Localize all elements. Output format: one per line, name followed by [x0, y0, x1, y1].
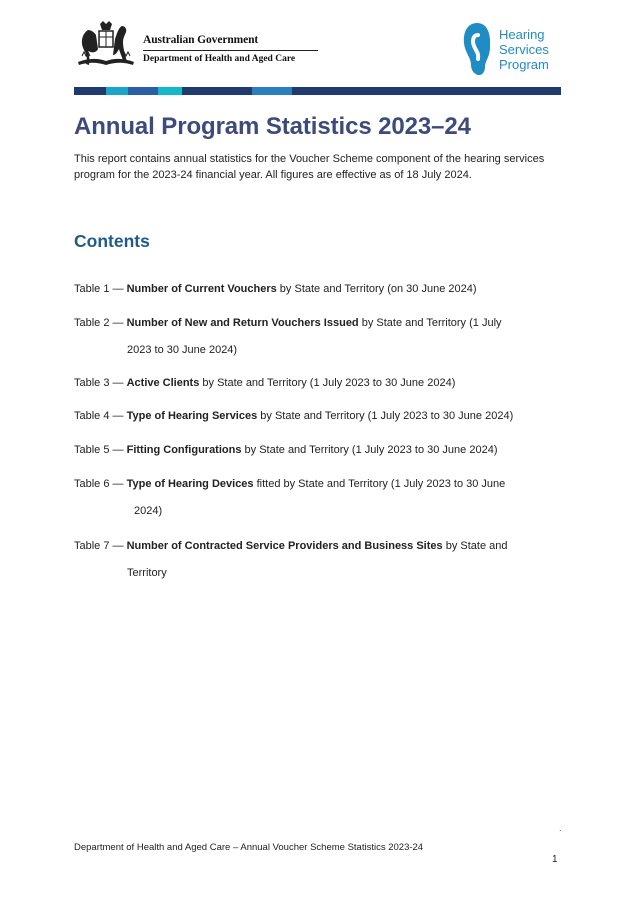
stripe-segment	[74, 87, 106, 95]
contents-heading: Contents	[74, 231, 150, 251]
toc-entry-description: by State and Territory (1 July	[358, 317, 502, 329]
toc-entry-title: Fitting Configurations	[126, 444, 242, 456]
government-divider	[143, 50, 318, 51]
stripe-segment	[292, 87, 561, 95]
toc-entry-description: by State and Territory (1 July 2023 to 30 June 2024)	[241, 444, 498, 456]
toc-entry-title: Type of Hearing Devices	[126, 478, 254, 490]
toc-entry-description: by State and Territory (1 July 2023 to 30 June 2024)	[257, 410, 514, 422]
toc-entry-prefix: Table 7 —	[74, 540, 127, 552]
toc-entry-title: Type of Hearing Services	[126, 410, 258, 422]
toc-entry-description: by State and Territory (1 July 2023 to 30 June 2024)	[199, 377, 456, 389]
program-logo-line: Services	[499, 42, 549, 57]
stripe-segment	[158, 87, 182, 95]
header-color-stripe	[74, 87, 561, 95]
intro-paragraph: This report contains annual statistics for the Voucher Scheme component of the hearing services program for the 2023-24 financial year. All figures are effective as of 18 July 2024.	[74, 153, 545, 181]
program-logo-line: Hearing	[499, 27, 545, 42]
toc-entry-prefix: Table 1 —	[74, 283, 127, 295]
toc-entry-continuation: 2023 to 30 June 2024)	[127, 344, 238, 356]
department-name: Department of Health and Aged Care	[143, 54, 296, 64]
toc-entry-table-1[interactable]	[74, 283, 477, 295]
toc-entry-table-3[interactable]	[74, 377, 455, 389]
stripe-segment	[128, 87, 158, 95]
toc-entry-table-6[interactable]	[74, 478, 505, 490]
footer-mark: .	[559, 823, 562, 833]
toc-entry-description: fitted by State and Territory (1 July 2023 to 30 June	[253, 478, 506, 490]
toc-entry-description: by State and Territory (on 30 June 2024)	[276, 283, 477, 295]
program-logo-text	[499, 27, 549, 72]
toc-entry-table-2[interactable]	[74, 317, 502, 329]
toc-entry-title: Number of Current Vouchers	[126, 283, 277, 295]
stripe-segment	[106, 87, 128, 95]
toc-entry-prefix: Table 5 —	[74, 444, 127, 456]
toc-entry-table-7[interactable]	[74, 540, 507, 552]
toc-entry-continuation: 2024)	[134, 505, 163, 517]
toc-entry-title: Active Clients	[126, 377, 200, 389]
stripe-segment	[182, 87, 252, 95]
toc-entry-prefix: Table 6 —	[74, 478, 127, 490]
government-name: Australian Government	[143, 34, 259, 46]
toc-entry-table-5[interactable]	[74, 444, 497, 456]
toc-entry-description: by State and	[442, 540, 508, 552]
toc-entry-title: Number of New and Return Vouchers Issued	[126, 317, 359, 329]
toc-entry-prefix: Table 2 —	[74, 317, 127, 329]
toc-entry-prefix: Table 4 —	[74, 410, 127, 422]
page-number: 1	[552, 854, 558, 865]
toc-entry-prefix: Table 3 —	[74, 377, 127, 389]
footer-text: Department of Health and Aged Care – Annual Voucher Scheme Statistics 2023-24	[74, 842, 424, 853]
stripe-segment	[252, 87, 292, 95]
document-title: Annual Program Statistics 2023–24	[74, 113, 471, 140]
ear-icon	[461, 21, 493, 77]
toc-entry-table-4[interactable]	[74, 410, 513, 422]
toc-entry-continuation: Territory	[127, 567, 167, 579]
toc-entry-title: Number of Contracted Service Providers and Business Sites	[126, 540, 443, 552]
government-branding	[143, 34, 318, 64]
coat-of-arms-icon	[74, 20, 138, 70]
program-logo-line: Program	[499, 57, 549, 72]
